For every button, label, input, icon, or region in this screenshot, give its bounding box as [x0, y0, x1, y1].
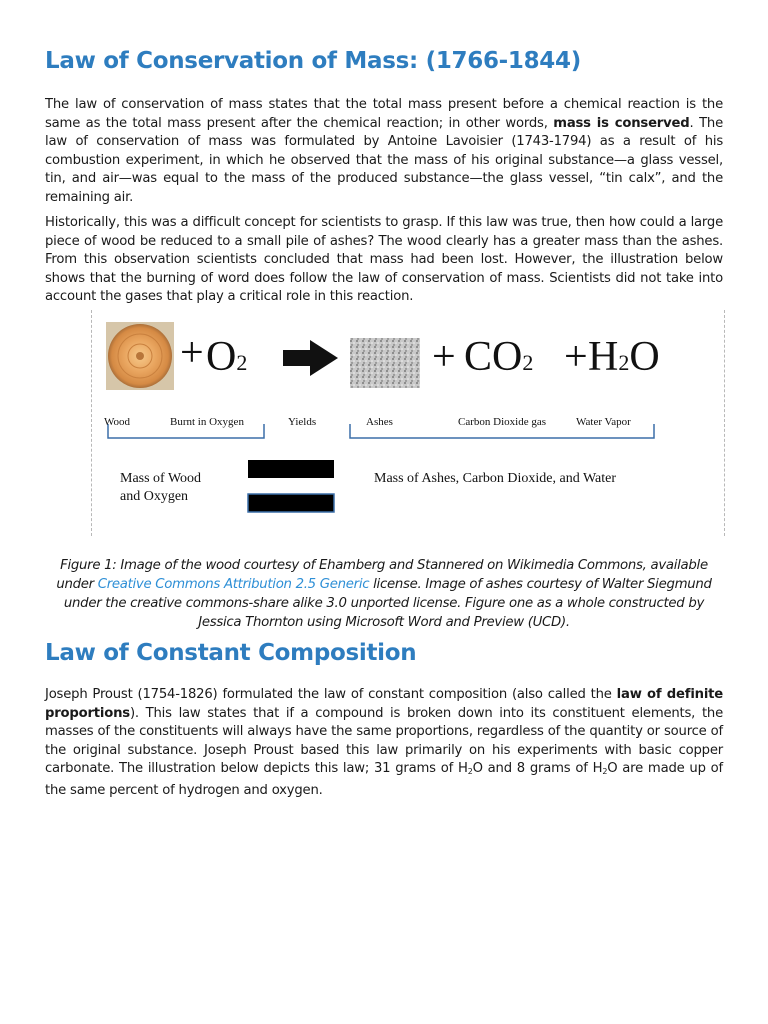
bold-term-definite-proportions: law of definite proportions — [45, 687, 723, 721]
o-letter: O — [629, 334, 660, 380]
label-water-vapor: Water Vapor — [576, 416, 631, 428]
wood-image — [106, 322, 174, 390]
section-title-conservation-of-mass: Law of Conservation of Mass: (1766-1844) — [45, 48, 581, 74]
subscript: 2 — [522, 350, 534, 375]
plus-sign-2: + — [432, 334, 456, 380]
plus-sign: + — [180, 330, 204, 376]
label-carbon-dioxide-gas: Carbon Dioxide gas — [458, 416, 546, 428]
text-span: ). This law states that if a compound is broken down into its constituent elements, the masses of the constituents will always have the same proportions, regardless of the quantity or source of the original substance. Joseph Proust based this law primarily on his experiments with basic copper carbonate. The illustration below depicts this law; 31 grams of H — [45, 705, 723, 777]
co-letters: CO — [464, 334, 523, 380]
subscript: 2 — [602, 767, 608, 777]
carbon-dioxide-formula — [464, 336, 533, 384]
label-yields: Yields — [288, 416, 317, 428]
plus-sign-3: + — [564, 334, 588, 380]
text-span: O and 8 grams of H — [472, 761, 603, 777]
label-wood: Wood — [104, 416, 131, 428]
label-ashes: Ashes — [366, 416, 393, 428]
oxygen-formula — [206, 336, 247, 384]
subscript: 2 — [467, 767, 473, 777]
h-letter: H — [588, 334, 619, 380]
text-span: . The law of conservation of mass was formulated by Antoine Lavoisier (1743-1794) as a result of his combustion experiment, in which he observed that the mass of his original substance—a glass vessel, tin, and air—was equal to the mass of the produced substance—the glass vessel, “tin calx”, and the remaining air. — [45, 115, 723, 205]
paragraph-constant-composition — [45, 686, 723, 801]
o-letter: O — [206, 334, 237, 380]
text-span: The law of conservation of mass states that the total mass present before a chemical reaction is the same as the total mass present after the chemical reaction; in other words, — [45, 97, 723, 131]
section-title-constant-composition: Law of Constant Composition — [45, 640, 417, 666]
mass-right-text: Mass of Ashes, Carbon Dioxide, and Water — [374, 471, 617, 486]
paragraph-historical-context: Historically, this was a difficult concept for scientists to grasp. If this law was true, then how could a large piece of wood be reduced to a small pile of ashes? The wood clearly has a greater mass than the ashes. From this observation scientists concluded that mass had been lost. However, the illustration below shows that the burning of word does follow the law of conservation of mass. Scientists did not take into account the gases that play a critical role in this reaction. — [45, 215, 723, 305]
mass-left-line-2: and Oxygen — [120, 489, 189, 504]
label-burnt-in-oxygen: Burnt in Oxygen — [170, 416, 244, 428]
yields-arrow — [283, 340, 338, 376]
combustion-figure — [91, 310, 725, 536]
paragraph-conservation-definition — [45, 96, 723, 208]
text-span: Figure 1: Image of the wood courtesy of Ehamberg and Stannered on Wikimedia Commons, available under — [56, 558, 708, 593]
water-formula — [588, 336, 660, 384]
figure-caption — [45, 557, 723, 632]
mass-left-line-1: Mass of Wood — [120, 471, 202, 486]
license-link[interactable]: Creative Commons Attribution 2.5 Generic — [97, 577, 370, 593]
subscript: 2 — [236, 350, 248, 375]
equals-sign — [248, 460, 334, 512]
text-span: Joseph Proust (1754-1826) formulated the law of constant composition (also called the — [45, 687, 617, 702]
bold-term-mass-is-conserved: mass is conserved — [553, 115, 690, 131]
text-span: license. Image of ashes courtesy of Walter Siegmund under the creative commons-share alike 3.0 unported license. Figure one as a whole constructed by Jessica Thornton using Microsoft Word and Preview (UCD). — [63, 577, 712, 630]
ashes-image — [350, 338, 420, 388]
subscript: 2 — [618, 350, 630, 375]
text-span: O are made up of the same percent of hydrogen and oxygen. — [45, 761, 723, 798]
